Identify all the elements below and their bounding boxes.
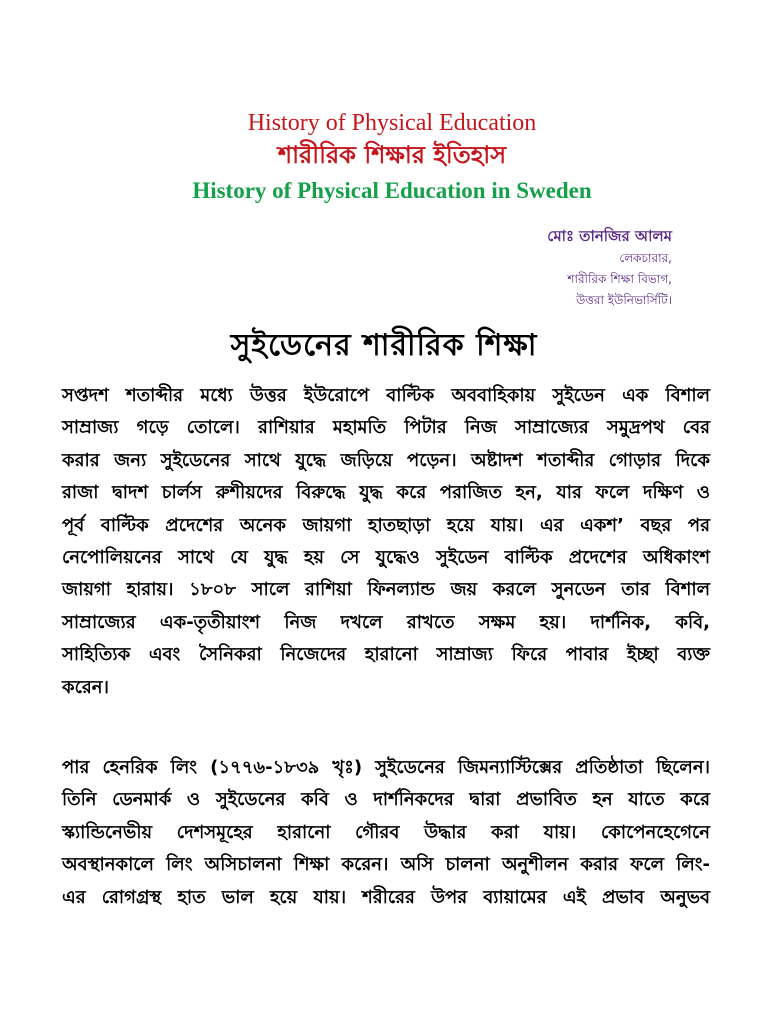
text-line: এর রোগগ্রস্থ হাত ভাল হয়ে যায়। শরীরের উপর ব্যায়ামের এই প্রভাব অনুভব <box>62 886 710 908</box>
text-line: জায়গা হারায়। ১৮০৮ সালে রাশিয়া ফিনল্যান্ড জয় করলে সুনডেন তার বিশাল <box>62 579 710 601</box>
text-line: পূর্ব বাল্টিক প্রদেশের অনেক জায়গা হাতছাড়া হয়ে যায়। এর একশ’ বছর পর <box>62 514 710 536</box>
subtitle-english: History of Physical Education in Sweden <box>192 178 592 203</box>
text-line: নেপোলিয়নের সাথে যে যুদ্ধ হয় সে যুদ্ধেও সুইডেন বাল্টিক প্রদেশের অধিকাংশ <box>62 547 710 569</box>
text-line: করার জন্য সুইডেনের সাথে যুদ্ধে জড়িয়ে পড়েন। অষ্টাদশ শতাব্দীর গোড়ার দিকে <box>62 449 710 471</box>
paragraph-2 <box>62 752 710 914</box>
text-line: সপ্তদশ শতাব্দীর মধ্যে উত্তর ইউরোপে বাল্টিক অববাহিকায় সুইডেন এক বিশাল <box>62 385 710 406</box>
text-line: করেন। <box>62 676 109 698</box>
text-line: তিনি ডেনমার্ক ও সুইডেনের কবি ও দার্শনিকদের দ্বারা প্রভাবিত হন যাতে করে <box>62 789 710 811</box>
author-name: মোঃ তানজির আলম <box>547 227 672 245</box>
author-designation: লেকচারার, <box>619 251 672 265</box>
author-department: শারীরিক শিক্ষা বিভাগ, <box>567 272 672 286</box>
text-line: অবস্থানকালে লিং অসিচালনা শিক্ষা করেন। অসি চালনা অনুশীলন করার ফলে লিং- <box>62 854 710 876</box>
text-line: স্ক্যান্ডিনেভীয় দেশসমূহের হারানো গৌরব উদ্ধার করা যায়। কোপেনহেগেনে <box>62 821 710 843</box>
title-english: History of Physical Education <box>247 110 537 136</box>
text-line: সাম্রাজ্যের এক-তৃতীয়াংশ নিজ দখলে রাখতে সক্ষম হয়। দার্শনিক, কবি, <box>62 611 710 633</box>
text-line: পার হেনরিক লিং (১৭৭৬-১৮৩৯ খৃঃ) সুইডেনের জিমন্যাস্টিক্সের প্রতিষ্ঠাতা ছিলেন। <box>62 757 710 778</box>
text-line: সাম্রাজ্য গড়ে তোলে। রাশিয়ার মহামতি পিটার নিজ সাম্রাজ্যের সমুদ্রপথ বের <box>62 417 710 439</box>
text-line: রাজা দ্বাদশ চার্লস রুশীয়দের বিরুদ্ধে যুদ্ধ করে পরাজিত হন, যার ফলে দক্ষিণ ও <box>62 482 710 504</box>
paragraph-1 <box>62 380 710 704</box>
author-block <box>547 224 672 311</box>
text-line: সাহিত্যিক এবং সৈনিকরা নিজেদের হারানো সাম্রাজ্য ফিরে পাবার ইচ্ছা ব্যক্ত <box>62 644 710 666</box>
article-heading: সুইডেনের শারীরিক শিক্ষা <box>230 328 538 363</box>
author-institution: উত্তরা ইউনিভার্সিটি। <box>575 293 672 307</box>
title-bengali: শারীরিক শিক্ষার ইতিহাস <box>277 141 507 169</box>
